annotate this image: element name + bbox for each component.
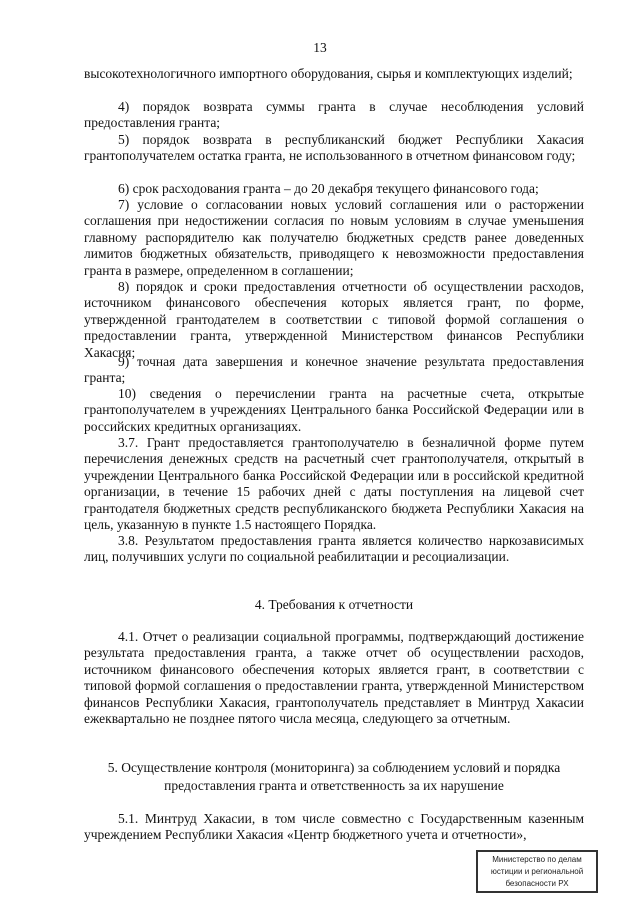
stamp-line-3: безопасности РХ xyxy=(505,879,569,888)
paragraph-4-1: 4.1. Отчет о реализации социальной программы, подтверждающий достижение результата предоставления гранта, а также отчет об осуществлении расходов, источником финансового обеспечения которых является грант, в соответствии с типовой формой соглашения о предоставлении гранта, утвержденной Министерством финансов Республики Хакасия, грантополучатель представляет в Минтруд Хакасии ежеквартально не позднее пятого числа месяца, следующего за отчетным. xyxy=(84,629,584,727)
paragraph-item-8: 8) порядок и сроки предоставления отчетности об осуществлении расходов, источником финансового обеспечения которых является грант, по форме, утвержденной грантодателем в соответствии с типовой формой соглашения о предоставлении гранта, утвержденной Министерством финансов Республики Хакасия; xyxy=(84,279,584,360)
paragraph-5-1: 5.1. Минтруд Хакасии, в том числе совместно с Государственным казенным учреждением Республики Хакасия «Центр бюджетного учета и отчетности», xyxy=(84,811,584,843)
page-number: 13 xyxy=(313,40,327,55)
paragraph-3-8: 3.8. Результатом предоставления гранта является количество наркозависимых лиц, получивших услуги по социальной реабилитации и ресоциализации. xyxy=(84,533,584,565)
stamp-line-2: юстиции и региональной xyxy=(490,867,584,876)
paragraph-item-9: 9) точная дата завершения и конечное значение результата предоставления гранта; xyxy=(84,354,584,386)
registration-stamp xyxy=(476,850,598,893)
paragraph-item-6: 6) срок расходования гранта – до 20 декабря текущего финансового года; xyxy=(118,181,539,196)
paragraph-3-7: 3.7. Грант предоставляется грантополучателю в безналичной форме путем перечисления денежных средств на расчетный счет грантополучателя, открытый в учреждении Центрального банка Российской Федерации или в российской кредитной организации, в течение 15 рабочих дней с даты поступления на лицевой счет грантодателя бюджетных средств республиканского бюджета Республики Хакасия на цель, указанную в пункте 1.5 настоящего Порядка. xyxy=(84,435,584,533)
section-4-heading: 4. Требования к отчетности xyxy=(254,597,414,612)
paragraph-item-4: 4) порядок возврата суммы гранта в случае несоблюдения условий предоставления гранта; xyxy=(84,99,584,131)
section-5-heading-line-1: 5. Осуществление контроля (мониторинга) за соблюдением условий и порядка xyxy=(107,760,561,775)
paragraph-item-5: 5) порядок возврата в республиканский бюджет Республики Хакасия грантополучателем остатка гранта, не использованного в отчетном финансовом году; xyxy=(84,132,584,164)
stamp-line-1: Министерство по делам xyxy=(492,855,582,864)
paragraph-continuation: высокотехнологичного импортного оборудования, сырья и комплектующих изделий; xyxy=(84,66,573,81)
section-5-heading-line-2: предоставления гранта и ответственность за их нарушение xyxy=(164,778,504,793)
paragraph-item-10: 10) сведения о перечислении гранта на расчетные счета, открытые грантополучателем в учреждениях Центрального банка Российской Федерации или в российских кредитных организациях. xyxy=(84,386,584,434)
paragraph-item-7: 7) условие о согласовании новых условий соглашения или о расторжении соглашения при недостижении согласия по новым условиям в случае уменьшения главному распорядителю как получателю бюджетных средств ранее доведенных лимитов бюджетных обязательств, приводящего к невозможности предоставления гранта в размере, определенном в соглашении; xyxy=(84,197,584,278)
